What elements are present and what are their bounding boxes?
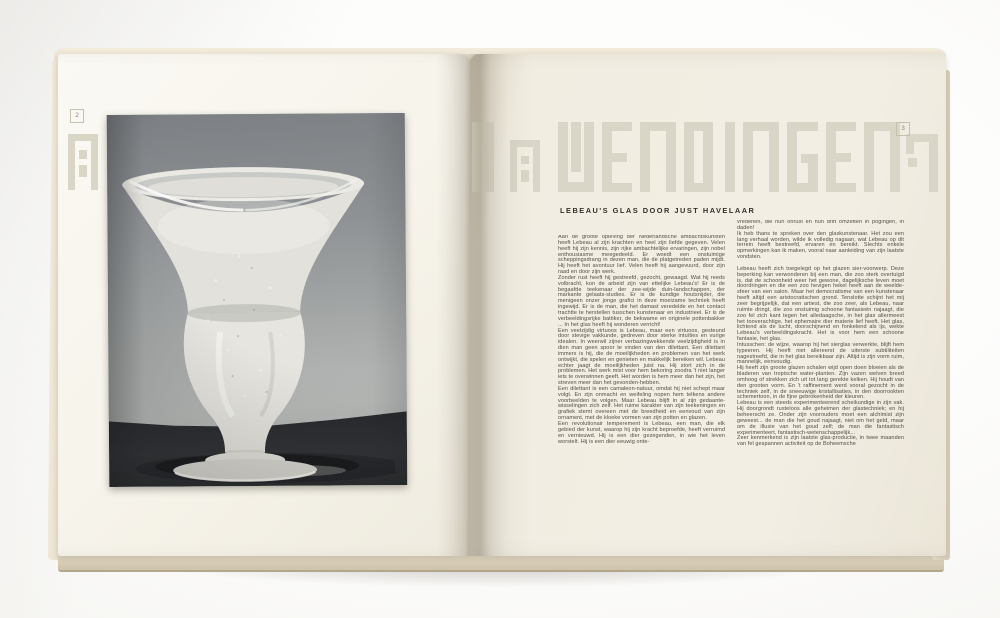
- article-title: LEBEAU'S GLAS DOOR JUST HAVELAAR: [560, 206, 756, 215]
- paragraph: Intusschen: de wijze, waarop hij het sierglas verwerkte, blijft hem typeeren. Hij heeft niet allereerst de uiterste subtiliteiten nagestreefd, die in het glas bereikbaar zijn. Altijd is zijn vorm ruim, mannelijk, eenvoudig.: [737, 341, 904, 366]
- paragraph: Hij heeft zijn groote glazen schalen wijd open doen bloeien als de bladeren van tropische water-planten. Zijn vazen welven breed omhoog of strekken zich uit tot lang gerekte kelken. Hij houdt van den grooten vorm. En 't raffinement werd vooral gezocht in de techniek zelf, in de sneeuwige kristallisaties, in den doorrookten schemertoon, in de fijne gebrokenheid der kleuren.: [737, 365, 904, 401]
- paragraph: Zonder rust heeft hij gestreefd, gezocht, gewaagd. Wat hij reeds volbracht, kon de arbeid zijn van ettelijke Lebeau's! Er is de begaafde teekenaar der zee-wijde duin-landschappen, der markante gelaats-studies. Er is de kundige houtsnijder, die menigeen onzer jonge grafici in deze moeizame techniek heeft ingewijd. Er is de man, die het damast veredelde en het contact trachtte te herstellen tusschen kunstenaar en industrieel. Er is de verbeeldingsrijke battiker, de bekwame en originele pottenbakker ... In het glas heeft hij wonderen verricht!: [558, 274, 725, 328]
- paragraph: Zeer kenmerkend is zijn laatste glas-productie, in twee maanden van fel gespannen activiteit op de Boheemsche: [737, 435, 904, 448]
- paragraph: vredenen, die hun onrust en hun drift omzetten in pogingen, in daden!: [737, 220, 904, 231]
- text-column-1: [558, 235, 725, 497]
- right-page: [470, 54, 946, 556]
- text-column-2: [737, 220, 904, 496]
- paragraph: Een revolutionair temperement is Lebeau, een man, die elk gebied der kunst, waarop hij zijn kracht beproefde, heeft verruimd en vernieuwd. Hij is een dier gezegenden, in wie het leven worstelt. Hij is een dier eeuwig onte-: [558, 421, 725, 445]
- page-number-right: 3: [896, 122, 910, 136]
- paragraph: Lebeau is een steeds experimenteerend scheikundige in zijn vak. Hij doorgrondt rusteloos alle geheimen der glastechniek; en hij beheerscht ze. Onder zijn voorouders moet een alchimist zijn geweest... de man die het goud najaagt, niet om het geld, maar om de illusie van het goud zelf; de man die fantastisch experimenteert, fantastisch-wetenschappelijk...: [737, 400, 904, 436]
- paragraph: Een dilettant is een camaleon-natuur, omdat hij niet schept maar volgt. En zijn onmacht en weifeling nopen hem telkens andere voorbeelden te volgen. Maar Lebeau blijft in al zijn gedaante-wisselingen zich zelf. Het ruime karakter van zijn teekeningen en grafiek stemt overeen met de breedheid en eenvoud van zijn ornament, met de kloeke vormen van zijn potten en glazen.: [558, 385, 725, 422]
- wendingen-header-ornament-icon: [470, 120, 940, 194]
- paragraph: Aan de groote opleving der Nederlandsche ambachtskunsten heeft Lebeau al zijn krachten en heel zijn liefde gegeven. Velen heeft hij zijn kennis, zijn rijke ambachtelijke ervaringen, zijn nobel enthousiasme meegedeeld. Er woedt een onstuimige scheppingsdrang in dezen man, die de platgetreden paden mijdt. Hij heeft het avontuur lief. Velen heeft hij aangevuurd, door zijn raad en door zijn werk.: [558, 235, 725, 276]
- page-number-left: 2: [70, 109, 84, 123]
- paragraph: Ik heb thans te spreken over den glaskunstenaar. Het zou een lang verhaal worden, wilde ik volledig nagaan, wat Lebeau op dit terrein heeft bestreefd, ervaren en bereikt. Slechts enkele opmerkingen kan ik maken, vooral naar aanleiding van zijn laatste vondsten.: [737, 230, 904, 261]
- photo-vignette: [107, 113, 408, 487]
- paragraph: Lebeau heeft zich toegelegd op het glazen sier-voorwerp. Deze beperking kan verwonderen bij een man, die zoo sterk overtuigd is, dat de schoonheid weer het gewone, dagelijksche leven moet doordringen en die een zoo hevigen hekel heeft aan de weelde-sfeer van een salon. Maar het democratisme van een kunstenaar heeft altijd een aristocratischen grond. Tenslotte schijnt het mij zeer begrijpelijk, dat een artiest, die zoo zeer, als Lebeau, naar ruimte dringt, die zoo onstuimig schoone fantasieën najaagt, die zoo fel zich kant tegen het alledaagsche, in het glas allermeest het tooverachtige, het ephemaire dier materie lief heeft. Het glas, lichtend als de lucht, doorschijnend en fonkelend als ijs, wekte Lebeau's verbeeldingskracht. Het is voor hem een schoone fantasie, het glas.: [737, 265, 904, 343]
- vase-photo: [107, 113, 408, 487]
- left-page: [58, 54, 470, 556]
- open-book: [50, 46, 950, 572]
- paragraph: Een veelzijdig virtuoos is Lebeau, maar een virtuoos, gesteund door stevige vakkunde, gedreven door sterke intuïties en vurige idealen. In weerwil zijner verbazingwekkende veelzijdigheid is in dien man geen spoor te vinden van den dilettant. Een dilettant immers is hij, die de moeilijkheden en problemen van het werk ontwijkt, die spelen en genieten en makkelijk bereiken wil. Lebeau echter jaagt de moeilijkheden juist na. Hij stort zich in de problemen. Het werk mist voor hem bekoring zoodra 't niet langer iets te overwinnen geeft. Het worden is hem meer dan het zijn, het streven meer dan het gevonden-hebben.: [558, 327, 725, 387]
